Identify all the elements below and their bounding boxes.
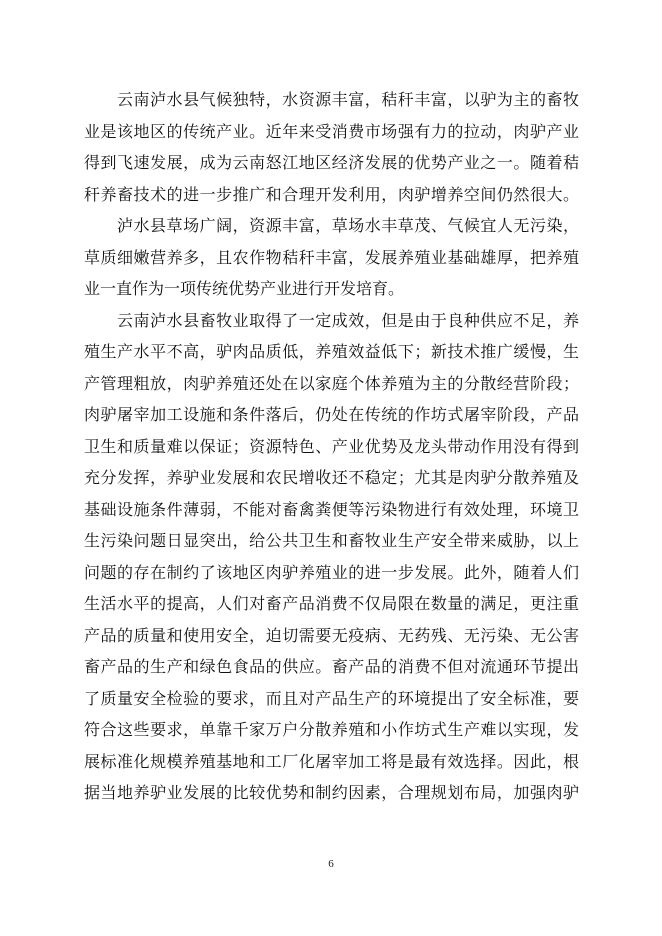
- text-line: 草质细嫩营养多，且农作物秸秆丰富，发展养殖业基础雄厚，把养殖: [84, 247, 579, 267]
- page-number: 6: [328, 858, 334, 870]
- paragraph-2: [84, 210, 579, 305]
- text-line: 畜产品的生产和绿色食品的供应。畜产品的消费不但对流通环节提出: [84, 657, 579, 676]
- text-line: 了质量安全检验的要求，而且对产品生产的环境提出了安全标准，要: [84, 688, 579, 708]
- text-line: 生活水平的提高，人们对畜产品消费不仅局限在数量的满足，更注重: [84, 594, 579, 613]
- text-line: 云南泸水县畜牧业取得了一定成效，但是由于良种供应不足，养: [117, 310, 579, 330]
- text-line: 产品的质量和使用安全，迫切需要无疫病、无药残、无污染、无公害: [84, 625, 579, 645]
- text-line: 得到飞速发展，成为云南怒江地区经济发展的优势产业之一。随着秸: [84, 153, 579, 172]
- text-line: 秆养畜技术的进一步推广和合理开发利用，肉驴增养空间仍然很大。: [84, 184, 579, 204]
- text-line: 充分发挥，养驴业发展和农民增收还不稳定；尤其是肉驴分散养殖及: [84, 468, 579, 487]
- text-line: 问题的存在制约了该地区肉驴养殖业的进一步发展。此外，随着人们: [84, 562, 579, 582]
- text-line: 符合这些要求，单靠千家万户分散养殖和小作坊式生产难以实现，发: [84, 720, 579, 739]
- paragraph-1: [84, 84, 579, 210]
- text-line: 生污染问题日显突出，给公共卫生和畜牧业生产安全带来威胁，以上: [84, 531, 579, 550]
- text-line: 业是该地区的传统产业。近年来受消费市场强有力的拉动，肉驴产业: [84, 121, 579, 141]
- text-line: 云南泸水县气候独特，水资源丰富，秸秆丰富，以驴为主的畜牧: [117, 90, 579, 109]
- text-line: 卫生和质量难以保证；资源特色、产业优势及龙头带动作用没有得到: [84, 436, 579, 456]
- text-line: 殖生产水平不高，驴肉品质低，养殖效益低下；新技术推广缓慢，生: [84, 342, 579, 361]
- text-line: 展标准化规模养殖基地和工厂化屠宰加工将是最有效选择。因此，根: [84, 751, 579, 771]
- paragraph-3: [84, 305, 579, 809]
- text-line: 肉驴屠宰加工设施和条件落后，仍处在传统的作坊式屠宰阶段，产品: [84, 405, 579, 424]
- text-line: 业一直作为一项传统优势产业进行开发培育。: [84, 279, 405, 298]
- body-text: [84, 84, 579, 809]
- text-line: 泸水县草场广阔，资源丰富，草场水丰草茂、气候宜人无污染，: [117, 216, 579, 235]
- text-line: 据当地养驴业发展的比较优势和制约因素，合理规划布局，加强肉驴: [84, 783, 579, 802]
- text-line: 产管理粗放，肉驴养殖还处在以家庭个体养殖为主的分散经营阶段；: [84, 373, 579, 393]
- text-line: 基础设施条件薄弱，不能对畜禽粪便等污染物进行有效处理，环境卫: [84, 499, 579, 519]
